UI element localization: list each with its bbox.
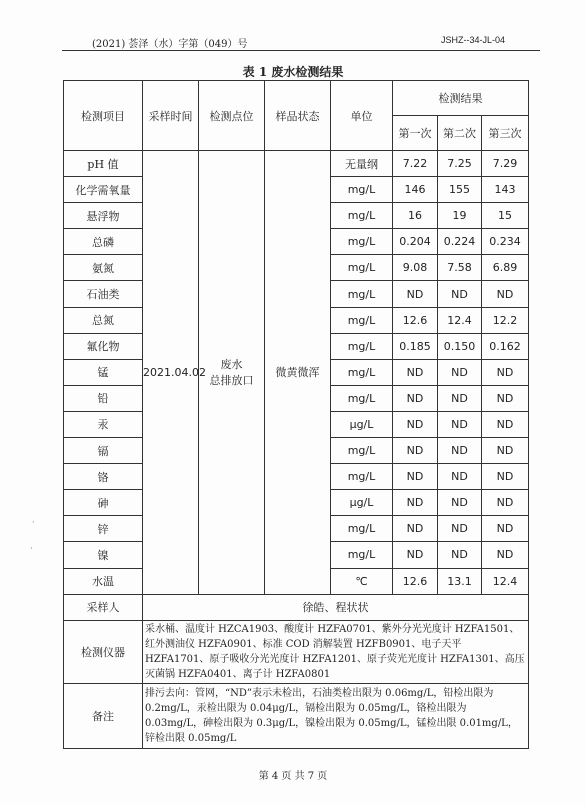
cell-value-2: ND [438,281,482,307]
table-row [64,683,529,748]
cell-value-3: ND [482,359,529,385]
header-time: 采样时间 [143,81,199,151]
cell-value-1: 146 [393,177,438,203]
point-line-2: 总排放口 [209,374,254,388]
cell-item: 氟化物 [64,333,143,359]
cell-unit: μg/L [331,490,393,516]
cell-value-1: 12.6 [393,307,438,333]
cell-value-1: 0.185 [393,333,438,359]
cell-value-2: 155 [438,177,482,203]
results-table [63,80,529,749]
cell-value-2: ND [438,490,482,516]
cell-value-3: 12.4 [482,568,529,594]
cell-value-2: ND [438,542,482,568]
cell-item: 氨氮 [64,255,143,281]
table-title: 表 1 废水检测结果 [242,65,344,79]
header-round-1: 第一次 [393,116,438,151]
cell-unit: mg/L [331,333,393,359]
cell-value-2: 12.4 [438,307,482,333]
cell-value-2: ND [438,411,482,437]
cell-value-3: ND [482,542,529,568]
cell-value-1: ND [393,490,438,516]
cell-value-1: 9.08 [393,255,438,281]
cell-value-1: ND [393,516,438,542]
header-result: 检测结果 [393,81,529,116]
cell-value-3: 6.89 [482,255,529,281]
cell-item: 铬 [64,464,143,490]
document-code: JSHZ--34-JL-04 [441,35,506,45]
cell-value-2: ND [438,359,482,385]
document-number: (2021) 荟泽（水）字第（049）号 [92,39,248,50]
cell-item: 锌 [64,516,143,542]
cell-item: 镉 [64,438,143,464]
cell-unit: ℃ [331,568,393,594]
cell-value-3: ND [482,438,529,464]
cell-sample-time: 2021.04.02 [143,151,199,595]
cell-value-1: ND [393,464,438,490]
cell-unit: mg/L [331,229,393,255]
cell-value-3: ND [482,464,529,490]
cell-item: 总磷 [64,229,143,255]
cell-unit: mg/L [331,177,393,203]
cell-item: 悬浮物 [64,203,143,229]
cell-value-2: ND [438,516,482,542]
cell-item: 汞 [64,411,143,437]
cell-item: 水温 [64,568,143,594]
cell-value-2: 7.58 [438,255,482,281]
cell-item: 铅 [64,385,143,411]
cell-value-2: 0.150 [438,333,482,359]
cell-value-3: 0.234 [482,229,529,255]
cell-value-3: 7.29 [482,151,529,177]
sampler-label: 采样人 [64,594,143,620]
cell-value-1: ND [393,411,438,437]
cell-unit: μg/L [331,411,393,437]
remark-value: 排污去向：管网，“ND”表示未检出，石油类检出限为 0.06mg/L，铅检出限为 0.2mg/L，汞检出限为 0.04μg/L，镉检出限为 0.05mg/L，铬检出限为 0.03mg/L，砷检出限为 0.3μg/L，镍检出限为 0.05mg/L，锰检出限 0.01mg/L，锌检出限 0.05mg/L [143,683,529,748]
cell-value-1: 16 [393,203,438,229]
cell-value-3: ND [482,281,529,307]
cell-unit: mg/L [331,385,393,411]
point-line-1: 废水 [220,358,243,372]
cell-unit: mg/L [331,359,393,385]
header-point: 检测点位 [199,81,265,151]
cell-value-3: 12.2 [482,307,529,333]
cell-unit: mg/L [331,307,393,333]
table-row [64,594,529,620]
cell-unit: mg/L [331,281,393,307]
cell-sample-state: 微黄微浑 [265,151,331,595]
cell-item: 镍 [64,542,143,568]
cell-value-2: 13.1 [438,568,482,594]
cell-value-3: 143 [482,177,529,203]
header-state: 样品状态 [265,81,331,151]
cell-item: 锰 [64,359,143,385]
header-rule [62,50,540,51]
header-round-2: 第二次 [438,116,482,151]
cell-value-1: ND [393,281,438,307]
remark-label: 备注 [64,683,143,748]
cell-value-2: ND [438,385,482,411]
header-round-3: 第三次 [482,116,529,151]
cell-value-3: ND [482,490,529,516]
cell-unit: mg/L [331,255,393,281]
cell-value-2: 0.224 [438,229,482,255]
cell-value-2: 19 [438,203,482,229]
cell-value-3: ND [482,411,529,437]
instrument-label: 检测仪器 [64,620,143,683]
cell-unit: mg/L [331,516,393,542]
cell-item: 砷 [64,490,143,516]
instrument-value: 采水桶、温度计 HZCA1903、酸度计 HZFA0701、紫外分光光度计 HZFA1501、红外测油仪 HZFA0901、标准 COD 消解装置 HZFB0901、电子天平 HZFA1701、原子吸收分光光度计 HZFA1201、原子荧光光度计 HZFA1301、高压灭菌锅 HZFA0401、离子计 HZFA0801 [143,620,529,683]
cell-value-3: ND [482,516,529,542]
header-unit: 单位 [331,81,393,151]
table-row [64,620,529,683]
cell-value-1: ND [393,542,438,568]
cell-unit: mg/L [331,438,393,464]
cell-unit: mg/L [331,464,393,490]
cell-value-1: ND [393,359,438,385]
cell-value-1: ND [393,438,438,464]
scan-mark: · [30,544,33,554]
cell-item: 总氮 [64,307,143,333]
cell-value-1: ND [393,385,438,411]
cell-sampling-point [199,151,265,595]
page-footer: 第 4 页 共 7 页 [258,771,328,782]
table-row [64,151,529,177]
cell-unit: 无量纲 [331,151,393,177]
scan-mark: · [32,518,35,528]
cell-value-3: 0.162 [482,333,529,359]
cell-unit: mg/L [331,542,393,568]
cell-value-1: 12.6 [393,568,438,594]
cell-value-2: ND [438,438,482,464]
cell-value-2: ND [438,464,482,490]
cell-item: pH 值 [64,151,143,177]
cell-item: 石油类 [64,281,143,307]
header-item: 检测项目 [64,81,143,151]
cell-value-1: 0.204 [393,229,438,255]
cell-value-1: 7.22 [393,151,438,177]
cell-value-3: ND [482,385,529,411]
cell-item: 化学需氧量 [64,177,143,203]
cell-value-3: 15 [482,203,529,229]
cell-value-2: 7.25 [438,151,482,177]
cell-unit: mg/L [331,203,393,229]
sampler-value: 徐皓、程状状 [143,594,529,620]
